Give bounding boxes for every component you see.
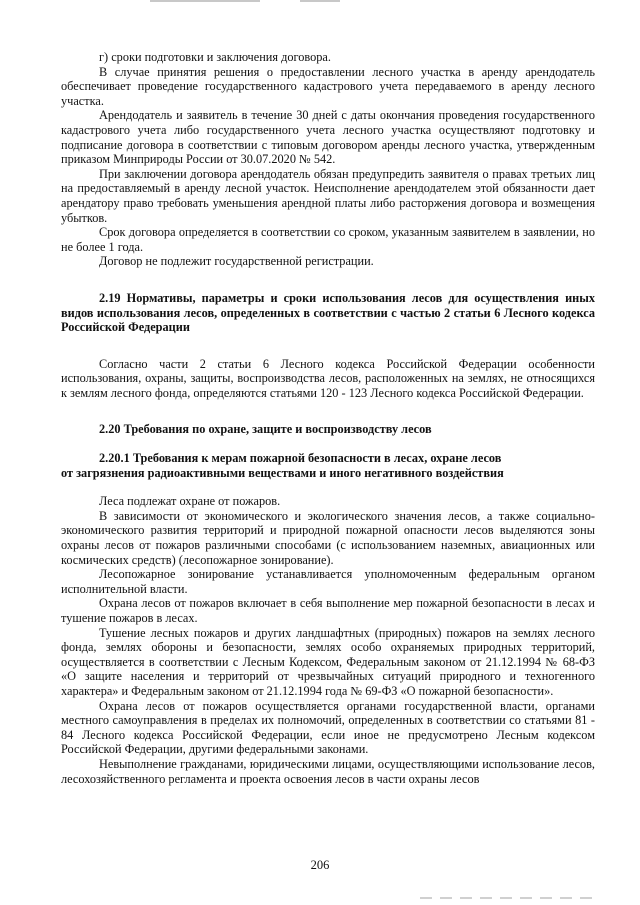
paragraph: В случае принятия решения о предоставлении лесного участка в аренду арендодатель обеспечивает проведение государственного кадастрового учета передаваемого в аренду лесного участка. [61,64,595,108]
paragraph: г) сроки подготовки и заключения договора. [99,50,331,64]
section-heading-2-20-1-line1: 2.20.1 Требования к мерам пожарной безопасности в лесах, охране лесов [99,451,502,466]
section-heading-2-20-1-line2: от загрязнения радиоактивными веществами и иного негативного воздействия [61,465,504,480]
scan-artifact [300,0,340,2]
paragraph: Невыполнение гражданами, юридическими лицами, осуществляющими использование лесов, лесохозяйственного регламента и проекта освоения лесов в части охраны лесов [61,756,595,786]
section-heading-2-19: 2.19 Нормативы, параметры и сроки использования лесов для осуществления иных видов использования лесов, определенных в соответствии с частью 2 статьи 6 Лесного кодекса Российской Федерации [61,290,595,335]
paragraph: Охрана лесов от пожаров включает в себя выполнение мер пожарной безопасности в лесах и тушение пожаров в лесах. [61,596,595,625]
paragraph: Охрана лесов от пожаров осуществляется органами государственной власти, органами местного самоуправления в пределах их полномочий, определенных в соответствии со статьями 81 - 84 Лесного кодекса Российской Федерации, если иное не предусмотрено Лесным кодексом Российской Федерации, другими федеральными законами. [61,698,595,757]
page-number: 206 [310,858,330,872]
paragraph: Леса подлежат охране от пожаров. [99,494,281,509]
page-body [61,50,595,786]
paragraph: Договор не подлежит государственной регистрации. [99,254,374,269]
paragraph: Тушение лесных пожаров и других ландшафтных (природных) пожаров на землях лесного фонда, землях обороны и безопасности, землях особо охраняемых природных территорий, осуществляется в соответствии с Лесным Кодексом, Федеральным законом от 21.12.1994 № 68-ФЗ «О защите населения и территорий от чрезвычайных ситуаций природного и техногенного характера» и Федеральным законом от 21.12.1994 года № 69-ФЗ «О пожарной безопасности». [61,625,595,698]
paragraph: При заключении договора арендодатель обязан предупредить заявителя о правах третьих лиц на предоставляемый в аренду лесной участок. Неисполнение арендодателем этой обязанности дает арендатору право требовать уменьшения арендной платы либо расторжения договора и возмещения убытков. [61,166,595,225]
paragraph: В зависимости от экономического и экологического значения лесов, а также социально-экономического развития территорий и природной пожарной опасности лесов выделяются зоны охраны лесов от пожаров различными способами (с использованием наземных, авиационных или космических средств) (лесопожарное зонирование). [61,508,595,567]
paragraph: Срок договора определяется в соответствии со сроком, указанным заявителем в заявлении, но не более 1 года. [61,225,595,254]
paragraph: Арендодатель и заявитель в течение 30 дней с даты окончания проведения государственного кадастрового учета либо государственного учета лесного участка осуществляют подготовку и подписание договора в соответствии с типовым договором аренды лесного участка, утвержденным приказом Минприроды России от 30.07.2020 № 542. [61,108,595,167]
scan-artifact [420,897,600,899]
paragraph: Лесопожарное зонирование устанавливается уполномоченным федеральным органом исполнительной власти. [61,567,595,596]
paragraph: Согласно части 2 статьи 6 Лесного кодекса Российской Федерации особенности использования, охраны, защиты, воспроизводства лесов, расположенных на землях, не относящихся к землям лесного фонда, определяются статьями 120 - 123 Лесного кодекса Российской Федерации. [61,356,595,400]
section-heading-2-20: 2.20 Требования по охране, защите и воспроизводству лесов [99,422,432,437]
scan-artifact [150,0,260,2]
